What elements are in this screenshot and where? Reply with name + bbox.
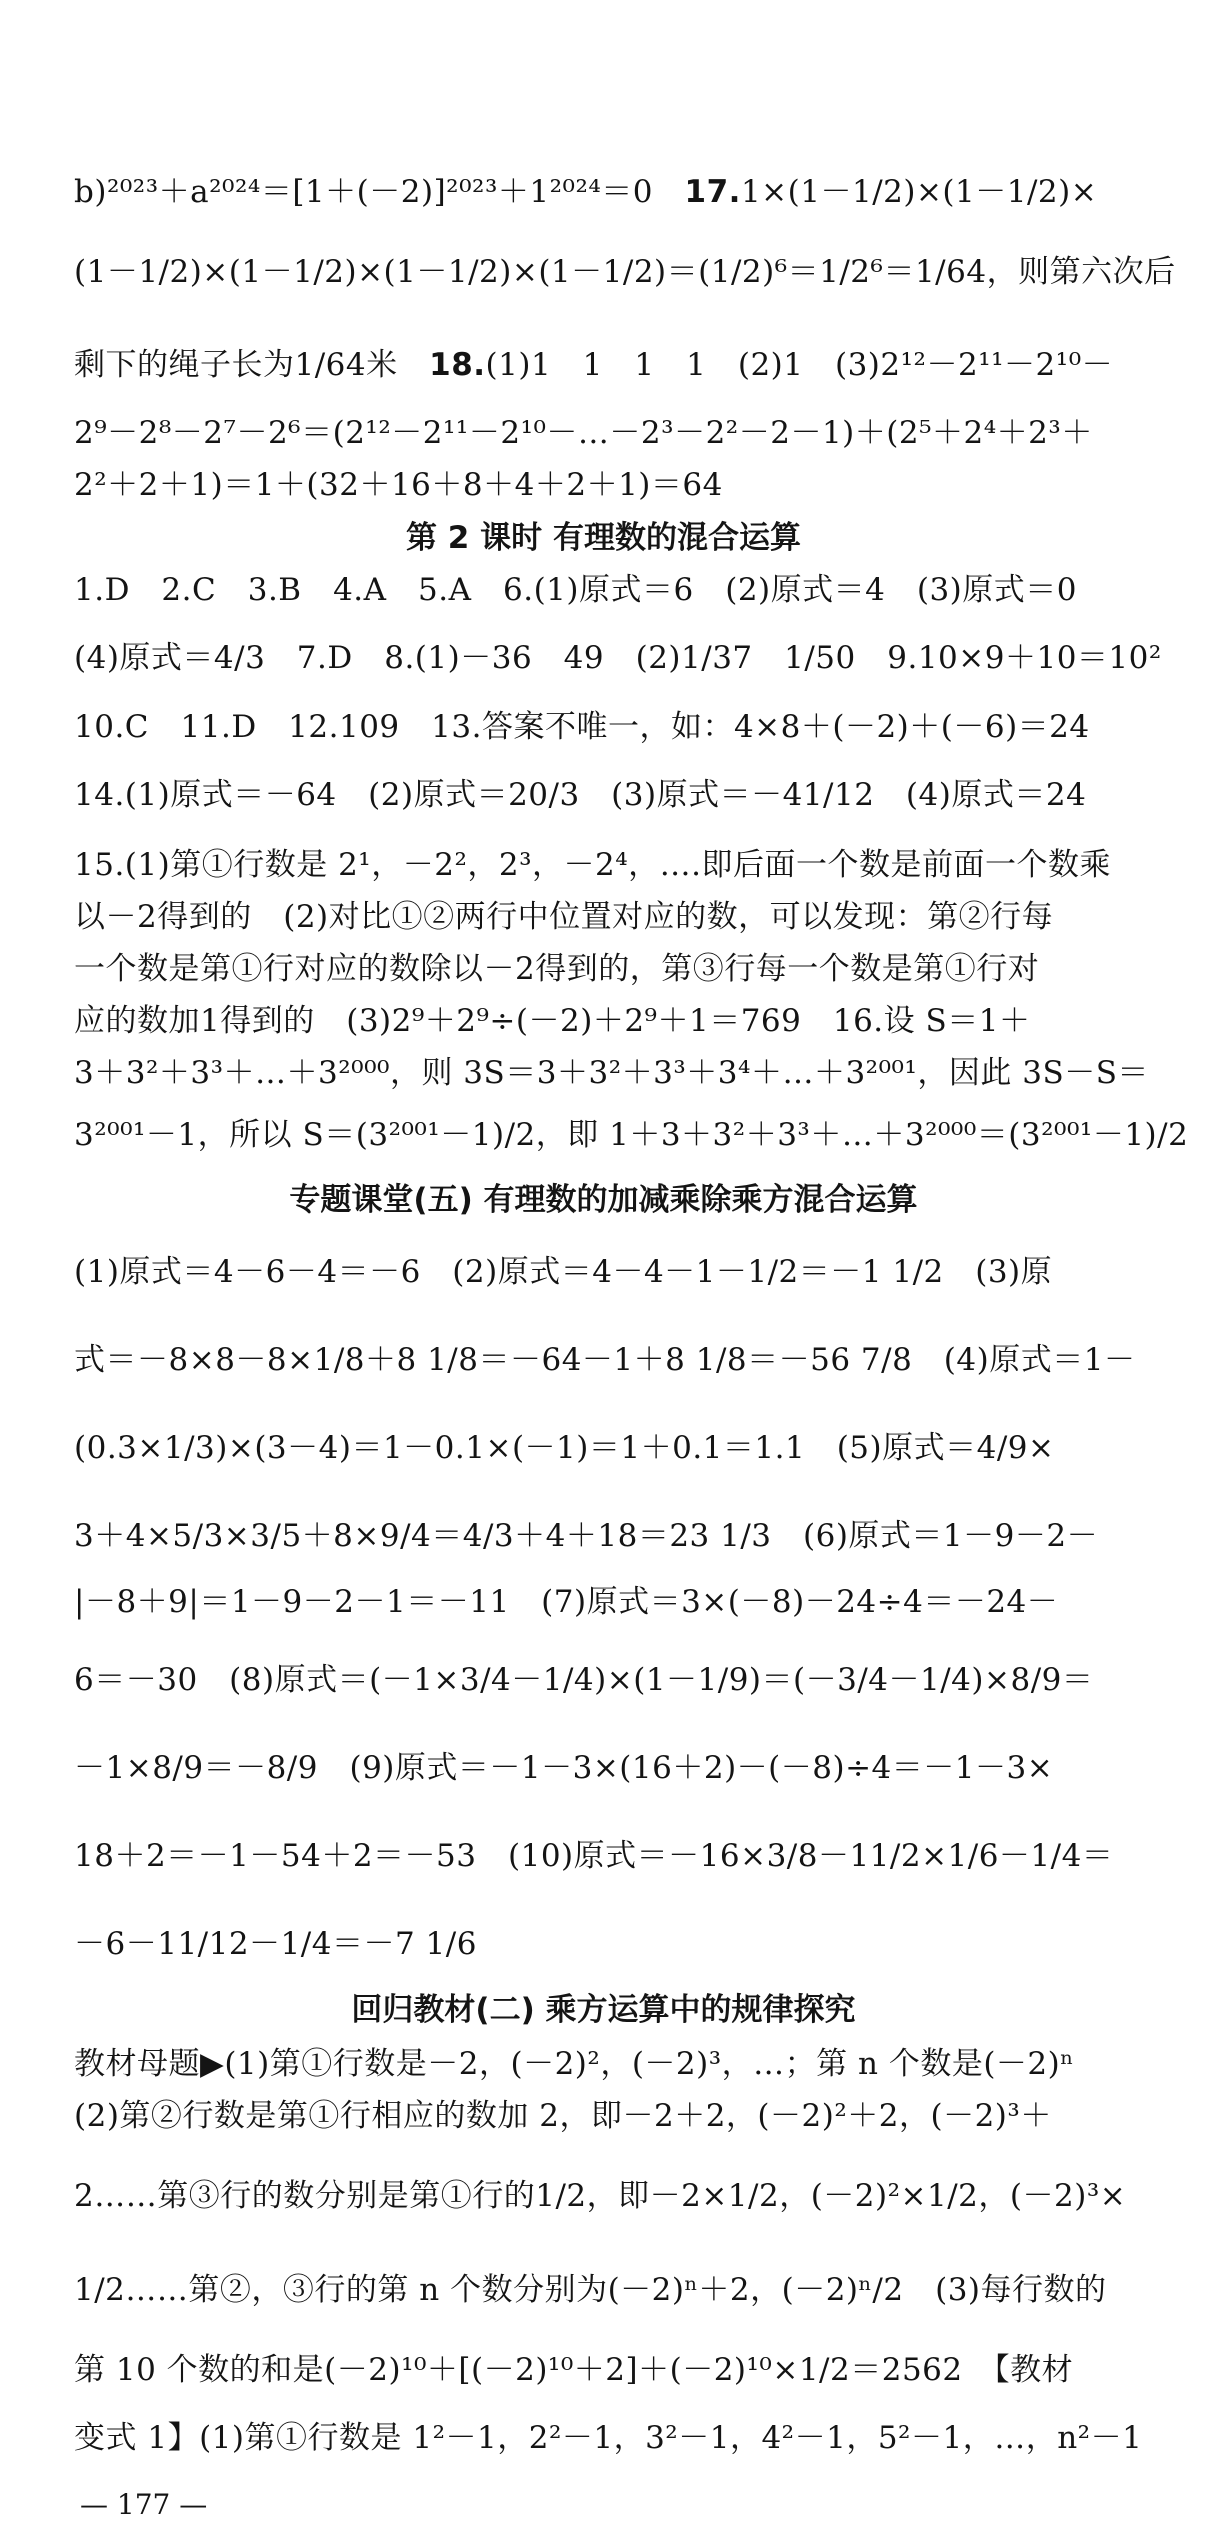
page-number: — 177 — [80, 2488, 208, 2521]
text-line: 以－2得到的 (2)对比①②两行中位置对应的数，可以发现：第②行每 [74, 899, 1054, 935]
text-line: 式＝－8×8－8×1/8＋8 1/8＝－64－1＋8 1/8＝－56 7/8 (4)原式＝1－ [74, 1342, 1136, 1378]
text-line: (1)原式＝4－6－4＝－6 (2)原式＝4－4－1－1/2＝－1 1/2 (3)原 [74, 1254, 1053, 1290]
text-line: 变式 1】(1)第①行数是 1²－1，2²－1，3²－1，4²－1，5²－1，…，n²－1 [74, 2420, 1143, 2456]
text-line: 剩下的绳子长为1/64米 18.(1)1 1 1 1 (2)1 (3)2¹²－2¹¹－2¹⁰－ [74, 347, 1114, 383]
text-line: 第 10 个数的和是(－2)¹⁰＋[(－2)¹⁰＋2]＋(－2)¹⁰×1/2＝2562 【教材 [74, 2352, 1074, 2388]
text-line: 10.C 11.D 12.109 13.答案不唯一，如：4×8＋(－2)＋(－6)＝24 [74, 709, 1090, 745]
text-line: 1/2……第②，③行的第 n 个数分别为(－2)ⁿ＋2，(－2)ⁿ/2 (3)每行数的 [74, 2272, 1107, 2308]
text-line: －1×8/9＝－8/9 (9)原式＝－1－3×(16＋2)－(－8)÷4＝－1－3× [74, 1750, 1054, 1786]
text-line: 15.(1)第①行数是 2¹，－2²，2³，－2⁴，….即后面一个数是前面一个数乘 [74, 847, 1112, 883]
text-line: 14.(1)原式＝－64 (2)原式＝20/3 (3)原式＝－41/12 (4)原式＝24 [74, 777, 1087, 813]
text-line: (1－1/2)×(1－1/2)×(1－1/2)×(1－1/2)＝(1/2)⁶＝1/2⁶＝1/64，则第六次后 [74, 254, 1176, 290]
text-line: 18＋2＝－1－54＋2＝－53 (10)原式＝－16×3/8－11/2×1/6－1/4＝ [74, 1838, 1114, 1874]
section-heading: 专题课堂(五) 有理数的加减乘除乘方混合运算 [289, 1182, 918, 1218]
section-heading: 第 2 课时 有理数的混合运算 [406, 520, 801, 556]
text-line: 1.D 2.C 3.B 4.A 5.A 6.(1)原式＝6 (2)原式＝4 (3)原式＝0 [74, 572, 1077, 608]
text-line: (2)第②行数是第①行相应的数加 2，即－2＋2，(－2)²＋2，(－2)³＋ [74, 2098, 1052, 2134]
text-line: 一个数是第①行对应的数除以－2得到的，第③行每一个数是第①行对 [74, 951, 1040, 987]
text-line: 3²⁰⁰¹－1，所以 S＝(3²⁰⁰¹－1)/2，即 1＋3＋3²＋3³＋…＋3²⁰⁰⁰＝(3²⁰⁰¹－1)/2 [74, 1117, 1189, 1153]
text-line: 3＋3²＋3³＋…＋3²⁰⁰⁰，则 3S＝3＋3²＋3³＋3⁴＋…＋3²⁰⁰¹，因此 3S－S＝ [74, 1055, 1149, 1091]
section-heading: 回归教材(二) 乘方运算中的规律探究 [351, 1992, 856, 2028]
text-line: 6＝－30 (8)原式＝(－1×3/4－1/4)×(1－1/9)＝(－3/4－1/4)×8/9＝ [74, 1662, 1094, 1698]
text-line: (0.3×1/3)×(3－4)＝1－0.1×(－1)＝1＋0.1＝1.1 (5)原式＝4/9× [74, 1430, 1055, 1466]
text-line: b)²⁰²³＋a²⁰²⁴＝[1＋(－2)]²⁰²³＋1²⁰²⁴＝0 17.1×(1－1/2)×(1－1/2)× [74, 174, 1098, 210]
text-line: －6－11/12－1/4＝－7 1/6 [74, 1926, 477, 1962]
text-line: 2⁹－2⁸－2⁷－2⁶＝(2¹²－2¹¹－2¹⁰－…－2³－2²－2－1)＋(2⁵＋2⁴＋2³＋ [74, 415, 1093, 451]
text-line: |－8＋9|＝1－9－2－1＝－11 (7)原式＝3×(－8)－24÷4＝－24－ [74, 1584, 1059, 1620]
text-line: 2²＋2＋1)＝1＋(32＋16＋8＋4＋2＋1)＝64 [74, 467, 723, 503]
text-line: 应的数加1得到的 (3)2⁹＋2⁹÷(－2)＋2⁹＋1＝769 16.设 S＝1＋ [74, 1003, 1031, 1039]
text-line: 2……第③行的数分别是第①行的1/2，即－2×1/2，(－2)²×1/2，(－2)³× [74, 2178, 1127, 2214]
text-line: 教材母题▶(1)第①行数是－2，(－2)²，(－2)³，…；第 n 个数是(－2)ⁿ [74, 2046, 1075, 2082]
text-line: (4)原式＝4/3 7.D 8.(1)－36 49 (2)1/37 1/50 9.10×9＋10＝10² [74, 640, 1162, 676]
text-line: 3＋4×5/3×3/5＋8×9/4＝4/3＋4＋18＝23 1/3 (6)原式＝1－9－2－ [74, 1518, 1099, 1554]
